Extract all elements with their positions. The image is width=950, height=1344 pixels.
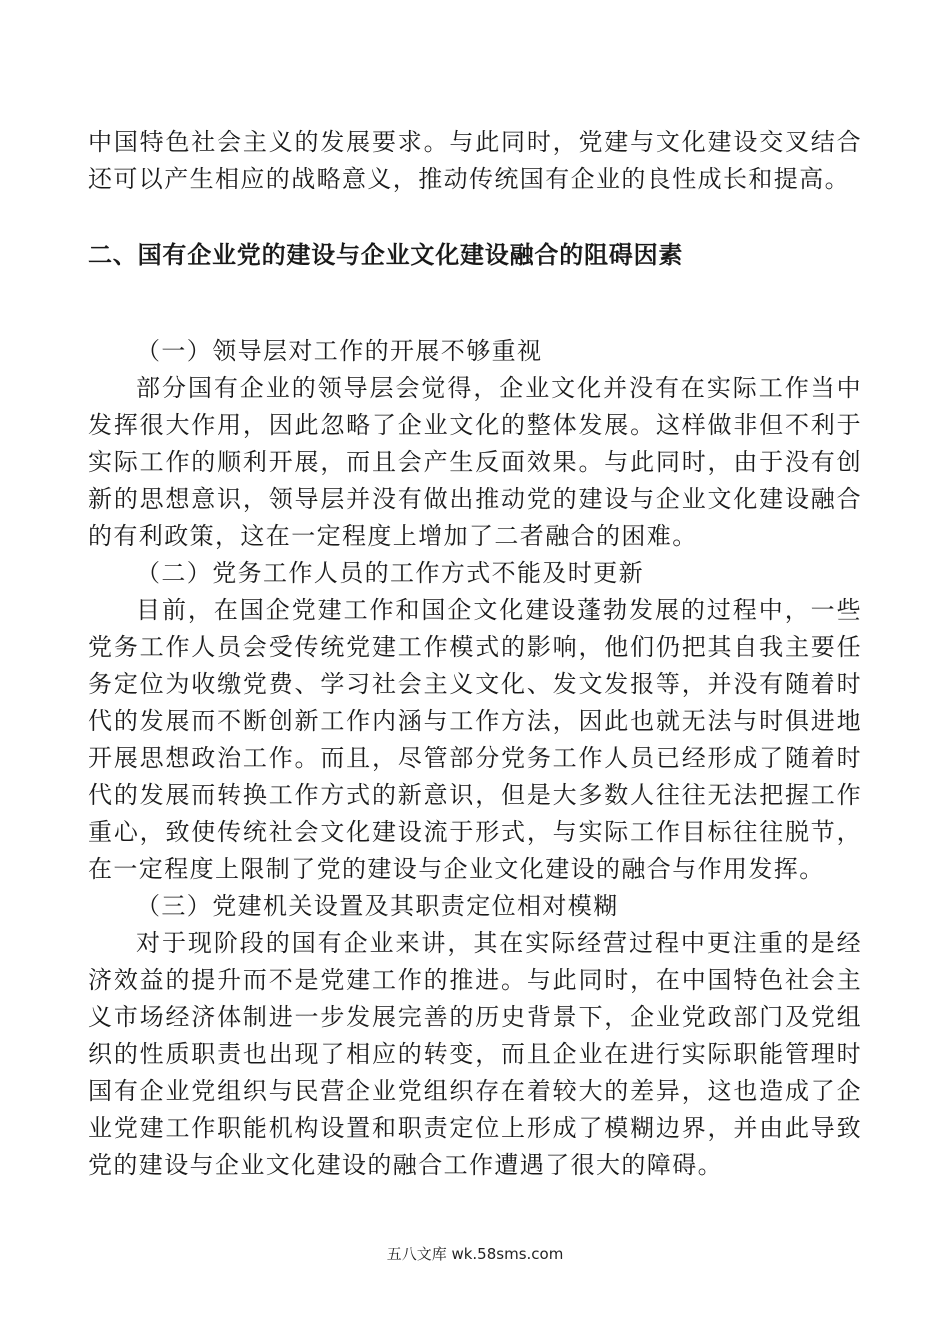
page-footer: 五八文库 wk.58sms.com xyxy=(386,1245,564,1263)
subsection-title-1: （一）领导层对工作的开展不够重视 xyxy=(136,337,543,365)
subsection-body-1: 部分国有企业的领导层会觉得，企业文化并没有在实际工作当中发挥很大作用，因此忽略了企业文化的整体发展。这样做非但不利于实际工作的顺利开展，而且会产生反面效果。与此同时，由于没有创新的思想意识，领导层并没有做出推动党的建设与企业文化建设融合的有利政策，这在一定程度上增加了二者融合的困难。 xyxy=(88,374,862,550)
subsection-body-3: 对于现阶段的国有企业来讲，其在实际经营过程中更注重的是经济效益的提升而不是党建工作的推进。与此同时，在中国特色社会主义市场经济体制进一步发展完善的历史背景下，企业党政部门及党组织的性质职责也出现了相应的转变，而且企业在进行实际职能管理时国有企业党组织与民营企业党组织存在着较大的差异，这也造成了企业党建工作职能机构设置和职责定位上形成了模糊边界，并由此导致党的建设与企业文化建设的融合工作遭遇了很大的障碍。 xyxy=(88,929,862,1179)
section-heading: 二、国有企业党的建设与企业文化建设融合的阻碍因素 xyxy=(88,241,684,269)
subsection-title-3: （三）党建机关设置及其职责定位相对模糊 xyxy=(136,892,619,920)
intro-paragraph: 中国特色社会主义的发展要求。与此同时，党建与文化建设交叉结合还可以产生相应的战略意义，推动传统国有企业的良性成长和提高。 xyxy=(88,128,862,193)
subsection-title-2: （二）党务工作人员的工作方式不能及时更新 xyxy=(136,559,644,587)
document-body xyxy=(88,124,862,1184)
subsection-body-2: 目前，在国企党建工作和国企文化建设蓬勃发展的过程中，一些党务工作人员会受传统党建工作模式的影响，他们仍把其自我主要任务定位为收缴党费、学习社会主义文化、发文发报等，并没有随着时代的发展而不断创新工作内涵与工作方法，因此也就无法与时俱进地开展思想政治工作。而且，尽管部分党务工作人员已经形成了随着时代的发展而转换工作方式的新意识，但是大多数人往往无法把握工作重心，致使传统社会文化建设流于形式，与实际工作目标往往脱节，在一定程度上限制了党的建设与企业文化建设的融合与作用发挥。 xyxy=(88,596,862,883)
